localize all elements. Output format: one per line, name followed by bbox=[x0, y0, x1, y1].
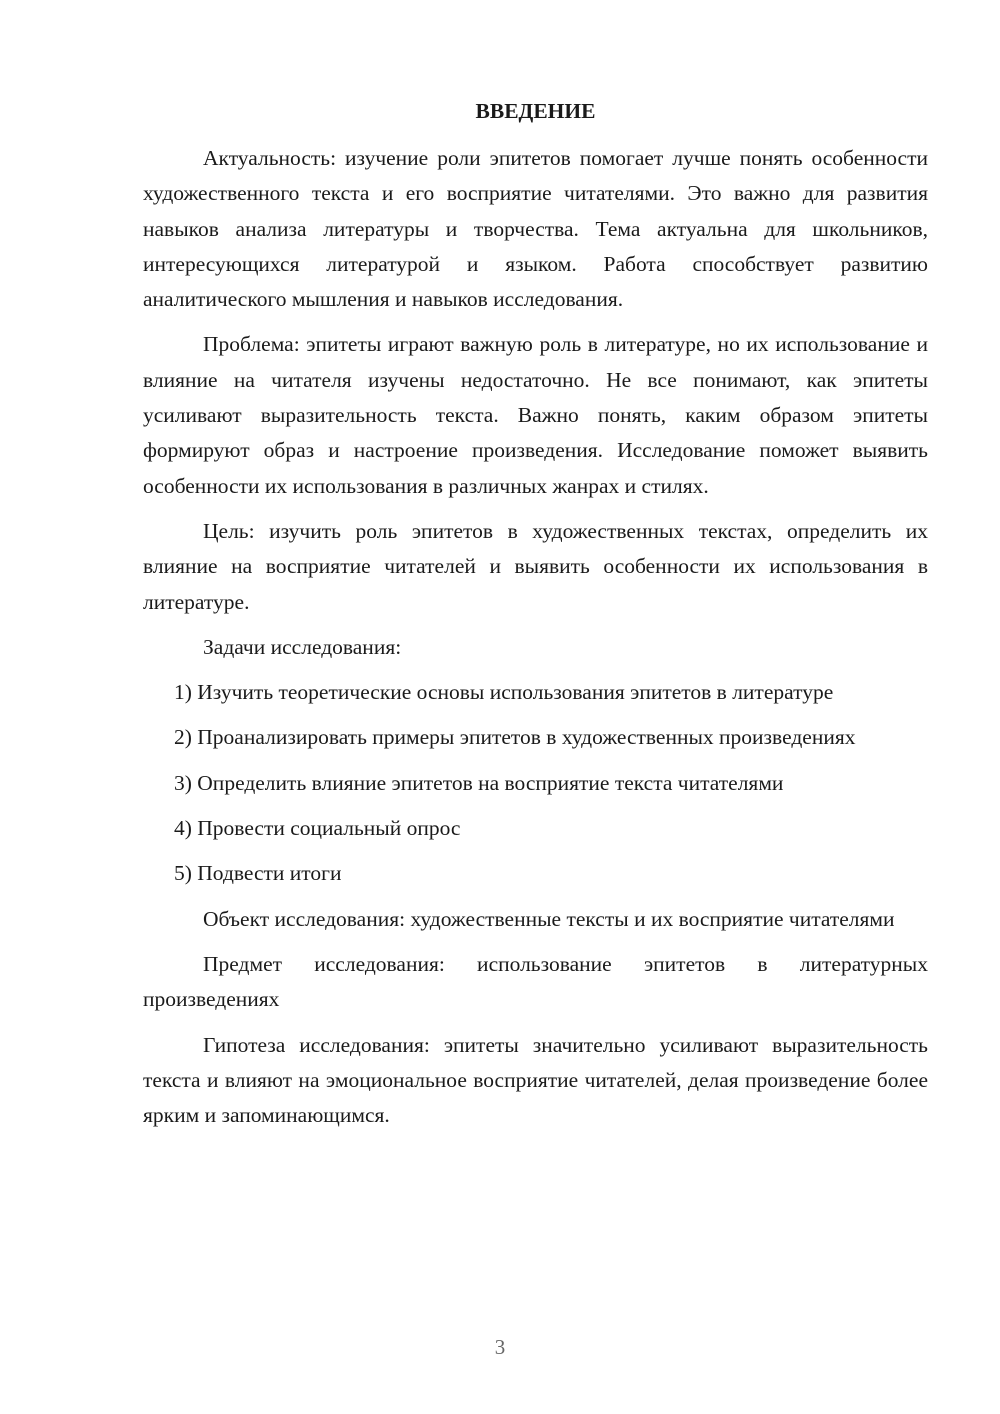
section-heading: ВВЕДЕНИЕ bbox=[475, 99, 596, 123]
page-number: 3 bbox=[494, 1335, 506, 1359]
tasks-heading: Задачи исследования: bbox=[203, 634, 402, 659]
task-item: 1) Изучить теоретические основы использования эпитетов в литературе bbox=[174, 680, 834, 705]
page-content bbox=[143, 94, 928, 1143]
hypothesis-paragraph: Гипотеза исследования: эпитеты значительно усиливают выразительность текста и влияют на эмоциональное восприятие читателей, делая произведение более ярким и запоминающимся. bbox=[143, 1032, 928, 1128]
object-paragraph: Объект исследования: художественные тексты и их восприятие читателями bbox=[203, 906, 895, 931]
task-item: 2) Проанализировать примеры эпитетов в художественных произведениях bbox=[174, 725, 856, 750]
goal-paragraph: Цель: изучить роль эпитетов в художественных текстах, определить их влияние на восприятие читателей и выявить особенности их использования в литературе. bbox=[143, 518, 928, 614]
relevance-paragraph: Актуальность: изучение роли эпитетов помогает лучше понять особенности художественного текста и его восприятие читателями. Это важно для развития навыков анализа литературы и творчества. Тема актуальна для школьников, интересующихся литературой и языком. Работа способствует развитию аналитического мышления и навыков исследования. bbox=[143, 146, 928, 312]
task-item: 4) Провести социальный опрос bbox=[174, 816, 461, 841]
task-item: 3) Определить влияние эпитетов на восприятие текста читателями bbox=[174, 770, 784, 795]
problem-paragraph: Проблема: эпитеты играют важную роль в литературе, но их использование и влияние на читателя изучены недостаточно. Не все понимают, как эпитеты усиливают выразительность текста. Важно понять, каким образом эпитеты формируют образ и настроение произведения. Исследование поможет выявить особенности их использования в различных жанрах и стилях. bbox=[143, 332, 928, 498]
task-item: 5) Подвести итоги bbox=[174, 861, 342, 886]
subject-paragraph: Предмет исследования: использование эпитетов в литературных произведениях bbox=[143, 951, 928, 1012]
